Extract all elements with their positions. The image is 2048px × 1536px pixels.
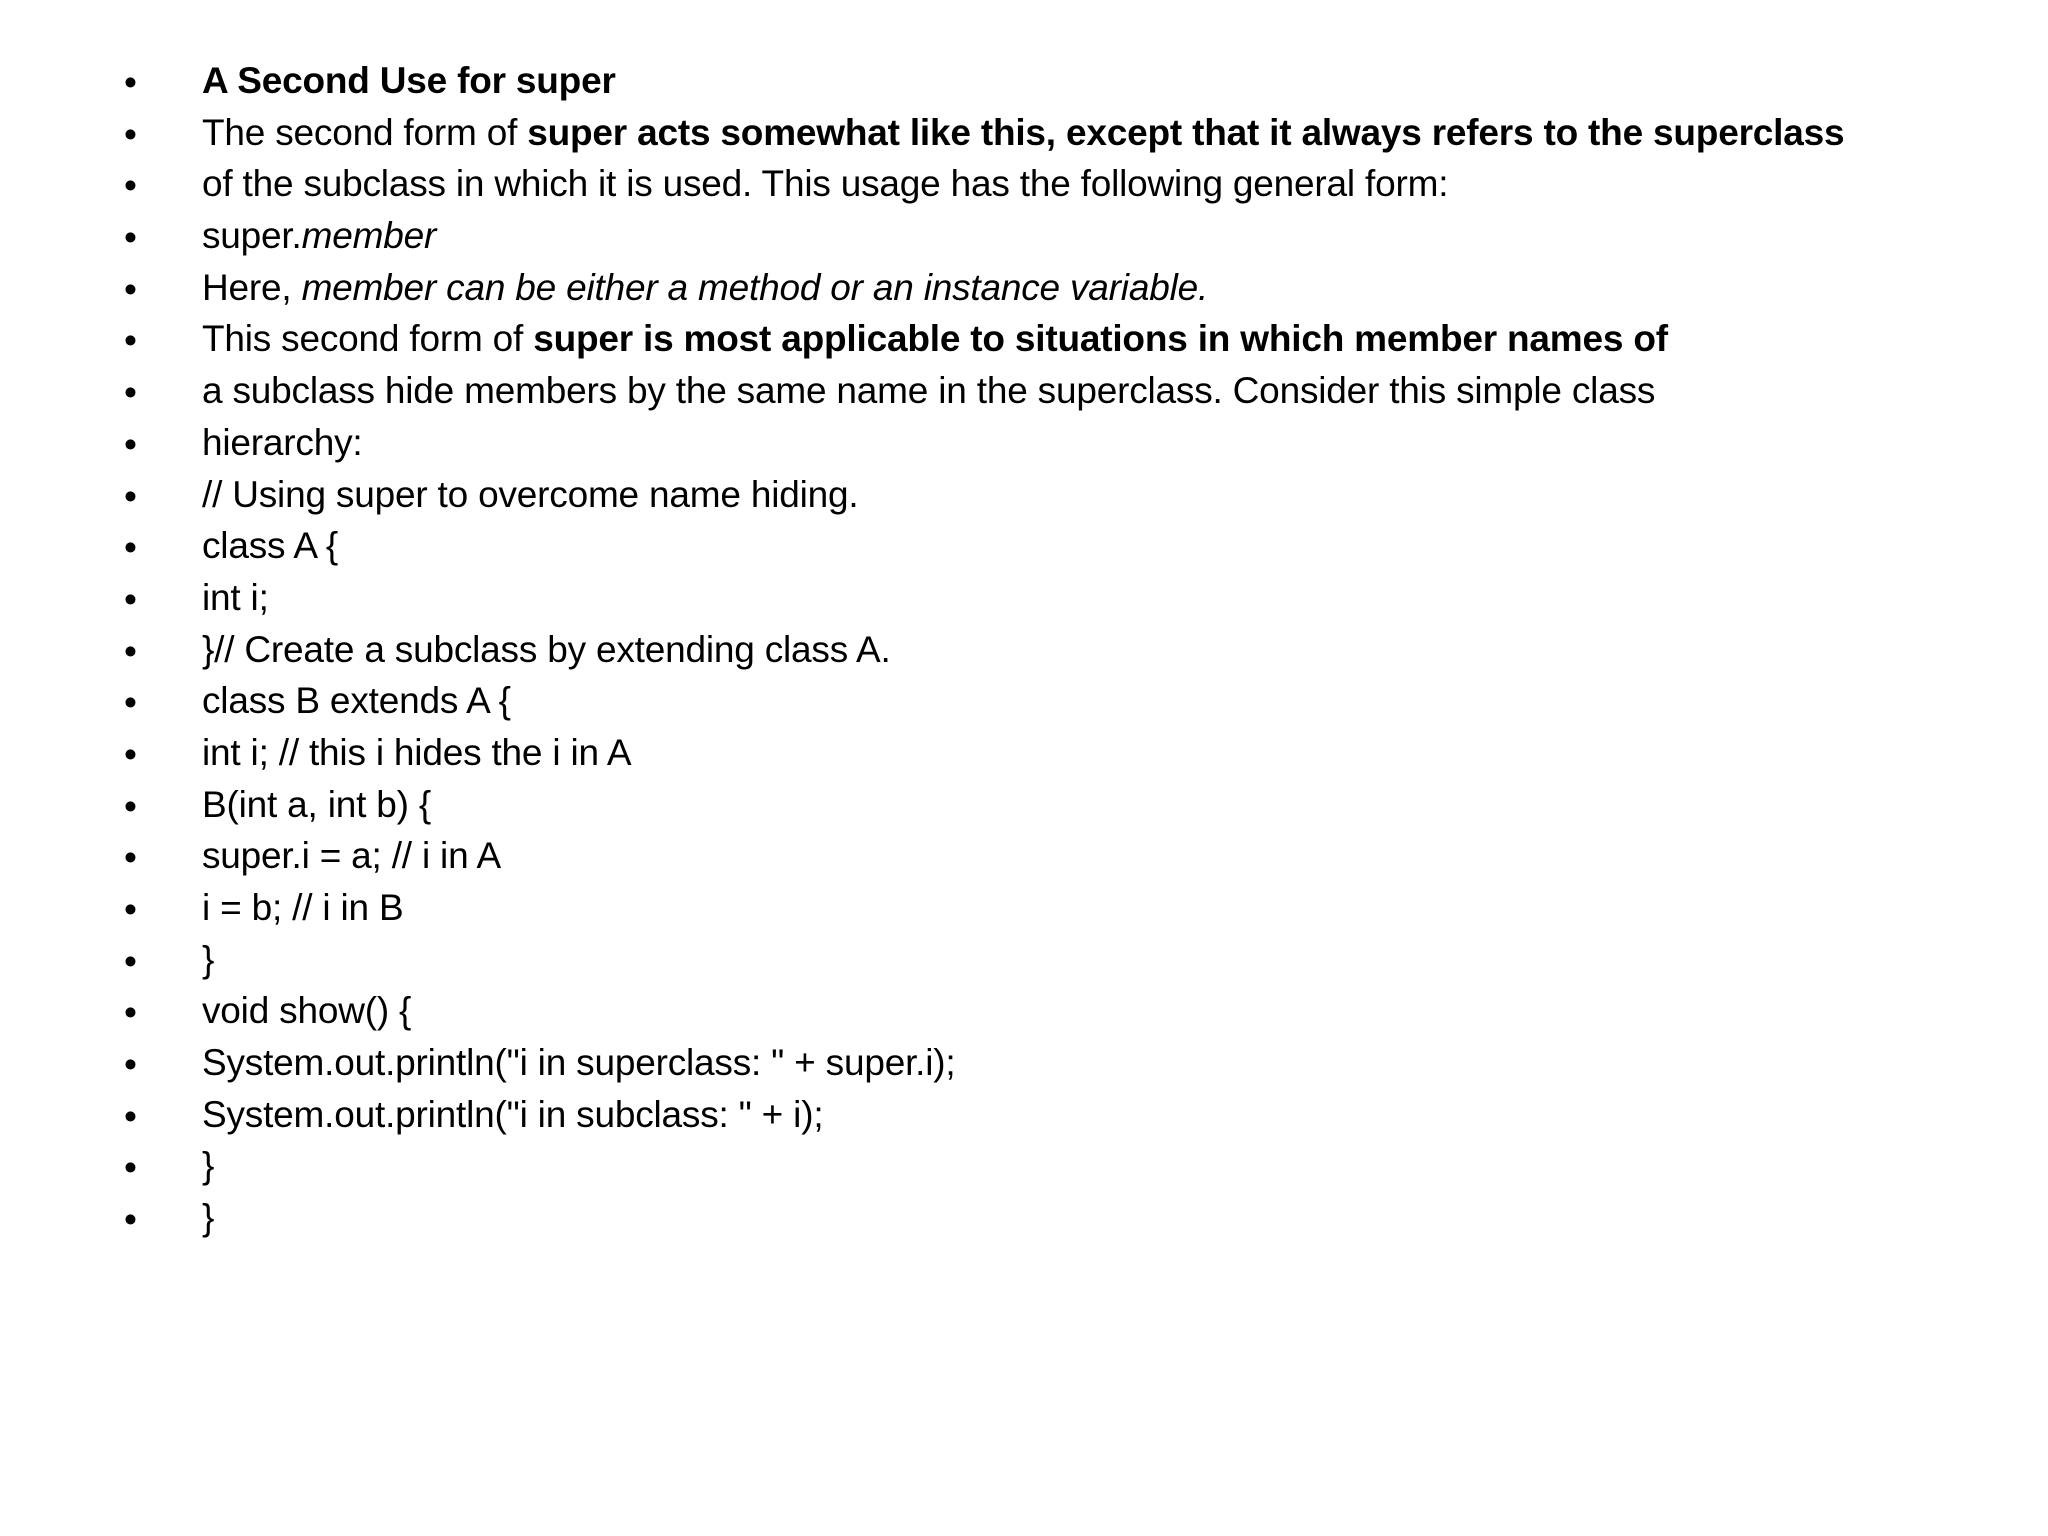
bullet-text — [202, 675, 511, 726]
bullet-line — [0, 830, 2048, 882]
bullet-text — [202, 727, 631, 778]
bullet-dot-icon: • — [124, 578, 137, 620]
text-segment: int i; // this i hides the i in A — [202, 731, 632, 773]
text-segment: class B extends A { — [202, 680, 511, 722]
bullet-text — [202, 624, 891, 675]
text-segment: member can be either a method or an instance variable. — [301, 266, 1209, 308]
text-segment: super is most applicable to situations in which member names of — [533, 318, 1668, 360]
bullet-dot-icon: • — [124, 940, 137, 982]
bullet-text — [202, 107, 1844, 158]
bullet-dot-icon: • — [124, 1095, 137, 1137]
bullet-line — [0, 675, 2048, 727]
bullet-text — [202, 417, 362, 468]
bullet-dot-icon: • — [124, 1147, 137, 1189]
text-segment: a subclass hide members by the same name in the superclass. Consider this simple class — [202, 370, 1656, 412]
bullet-text — [202, 520, 338, 571]
text-segment: super. — [202, 215, 302, 257]
bullet-dot-icon: • — [124, 733, 137, 775]
bullet-line — [0, 882, 2048, 934]
bullet-text — [202, 313, 1668, 364]
text-segment: member — [301, 215, 437, 257]
bullet-list — [0, 55, 2048, 1244]
text-segment: }// Create a subclass by extending class A. — [202, 628, 891, 670]
text-segment: class A { — [202, 525, 339, 567]
bullet-text — [202, 262, 1208, 313]
bullet-text — [202, 1089, 823, 1140]
bullet-text — [202, 779, 431, 830]
bullet-dot-icon: • — [124, 785, 137, 827]
text-segment: } — [202, 938, 215, 980]
text-segment: System.out.println("i in subclass: " + i); — [202, 1093, 824, 1135]
bullet-text — [202, 830, 501, 881]
bullet-text — [202, 1140, 214, 1191]
bullet-line — [0, 417, 2048, 469]
bullet-line — [0, 158, 2048, 210]
bullet-line — [0, 520, 2048, 572]
bullet-line — [0, 1140, 2048, 1192]
bullet-line — [0, 727, 2048, 779]
bullet-dot-icon: • — [124, 889, 137, 930]
bullet-dot-icon: • — [124, 682, 137, 724]
text-segment: // Using super to overcome name hiding. — [202, 473, 859, 515]
bullet-line — [0, 262, 2048, 314]
bullet-line — [0, 779, 2048, 831]
bullet-dot-icon: • — [124, 992, 137, 1034]
bullet-line — [0, 934, 2048, 986]
bullet-text — [202, 210, 436, 261]
bullet-text — [202, 1192, 214, 1243]
bullet-dot-icon: • — [124, 113, 137, 155]
text-segment: super acts somewhat like this, except that it always refers to the superclass — [527, 111, 1845, 153]
bullet-dot-icon: • — [124, 630, 137, 672]
text-segment: hierarchy: — [202, 421, 363, 463]
bullet-line — [0, 313, 2048, 365]
bullet-text — [202, 55, 616, 106]
bullet-text — [202, 572, 269, 623]
bullet-line — [0, 55, 2048, 107]
bullet-line — [0, 624, 2048, 676]
bullet-dot-icon: • — [124, 320, 137, 362]
text-segment: System.out.println("i in superclass: " + super.i); — [202, 1042, 956, 1084]
bullet-text — [202, 934, 214, 985]
text-segment: } — [202, 1197, 215, 1239]
bullet-dot-icon: • — [124, 1199, 137, 1241]
text-segment: } — [202, 1145, 215, 1187]
bullet-line — [0, 985, 2048, 1037]
text-segment: void show() { — [202, 990, 412, 1032]
text-segment: This second form of — [202, 318, 534, 360]
text-segment: of the subclass in which it is used. This usage has the following general form: — [202, 163, 1449, 205]
bullet-dot-icon: • — [124, 423, 137, 465]
bullet-dot-icon: • — [124, 268, 137, 310]
bullet-dot-icon: • — [124, 1044, 137, 1086]
bullet-line — [0, 469, 2048, 521]
bullet-dot-icon: • — [124, 527, 137, 569]
bullet-dot-icon: • — [124, 217, 137, 259]
text-segment: i = b; // i in B — [202, 887, 404, 928]
bullet-line — [0, 365, 2048, 417]
bullet-dot-icon: • — [124, 165, 137, 207]
bullet-line — [0, 1192, 2048, 1244]
bullet-text — [202, 985, 411, 1036]
bullet-dot-icon: • — [124, 372, 137, 414]
bullet-text — [202, 365, 1655, 416]
text-segment: B(int a, int b) { — [202, 783, 431, 825]
text-segment: The second form of — [202, 111, 528, 153]
text-segment: A Second Use for super — [202, 60, 616, 101]
bullet-dot-icon: • — [124, 62, 137, 103]
text-segment: Here, — [202, 266, 302, 308]
bullet-line — [0, 107, 2048, 159]
bullet-text — [202, 469, 858, 520]
bullet-text — [202, 158, 1448, 209]
bullet-line — [0, 210, 2048, 262]
bullet-text — [202, 1037, 956, 1088]
text-segment: super.i = a; // i in A — [202, 835, 501, 877]
text-segment: int i; — [202, 576, 269, 618]
bullet-line — [0, 1089, 2048, 1141]
bullet-dot-icon: • — [124, 837, 137, 879]
bullet-line — [0, 572, 2048, 624]
bullet-text — [202, 882, 403, 933]
bullet-line — [0, 1037, 2048, 1089]
bullet-dot-icon: • — [124, 475, 137, 517]
